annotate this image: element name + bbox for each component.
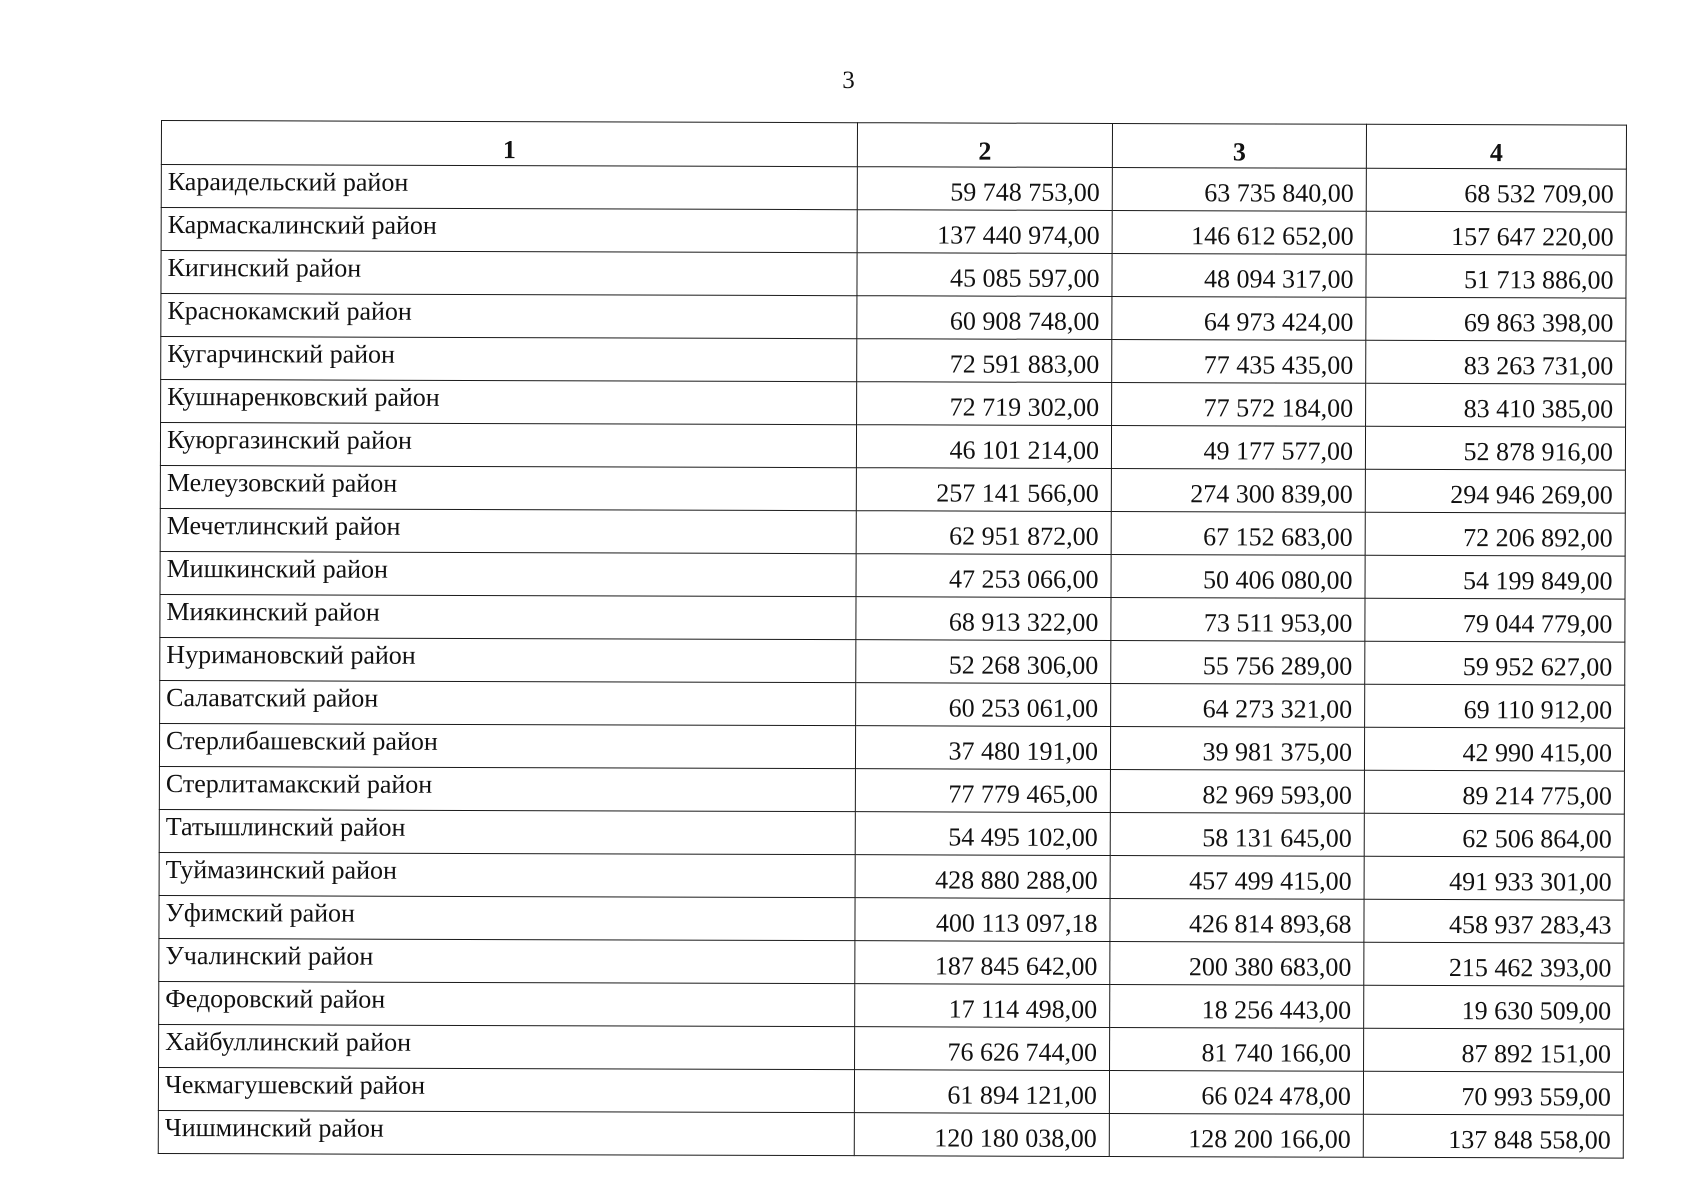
amount-cell: 68 913 322,00 <box>856 597 1111 641</box>
district-name-cell: Федоровский район <box>159 981 855 1026</box>
amount-cell: 37 480 191,00 <box>855 726 1110 770</box>
table-row <box>161 294 1626 342</box>
table-row <box>161 208 1626 256</box>
amount-cell: 54 495 102,00 <box>855 812 1110 856</box>
table-row <box>160 551 1625 599</box>
amount-cell: 257 141 566,00 <box>856 468 1111 512</box>
district-name-cell: Чишминский район <box>158 1110 854 1155</box>
amount-cell: 72 591 883,00 <box>857 339 1112 383</box>
amount-cell: 146 612 652,00 <box>1112 210 1366 254</box>
amount-cell: 120 180 038,00 <box>854 1113 1109 1157</box>
district-name-cell: Мечетлинский район <box>160 508 856 553</box>
amount-cell: 18 256 443,00 <box>1110 984 1364 1028</box>
amount-cell: 72 719 302,00 <box>857 382 1112 426</box>
amount-cell: 39 981 375,00 <box>1110 726 1364 770</box>
table-row <box>159 852 1624 900</box>
amount-cell: 491 933 301,00 <box>1364 856 1624 900</box>
amount-cell: 45 085 597,00 <box>857 253 1112 297</box>
district-name-cell: Кармаскалинский район <box>161 208 857 253</box>
table-row <box>159 809 1624 857</box>
header-row <box>161 121 1626 170</box>
table-row <box>161 165 1626 213</box>
amount-cell: 52 878 916,00 <box>1365 426 1625 470</box>
district-name-cell: Нуримановский район <box>160 637 856 682</box>
table-row <box>160 637 1625 685</box>
amount-cell: 47 253 066,00 <box>856 554 1111 598</box>
amount-cell: 72 206 892,00 <box>1365 512 1625 556</box>
column-header: 1 <box>161 121 857 167</box>
table-row <box>158 1110 1623 1158</box>
district-name-cell: Уфимский район <box>159 895 855 940</box>
amount-cell: 62 506 864,00 <box>1364 813 1624 857</box>
amount-cell: 83 410 385,00 <box>1366 383 1626 427</box>
amount-cell: 89 214 775,00 <box>1364 770 1624 814</box>
amount-cell: 200 380 683,00 <box>1110 941 1364 985</box>
amount-cell: 128 200 166,00 <box>1109 1113 1363 1157</box>
amount-cell: 46 101 214,00 <box>856 425 1111 469</box>
amount-cell: 62 951 872,00 <box>856 511 1111 555</box>
district-name-cell: Туймазинский район <box>159 852 855 897</box>
amount-cell: 77 779 465,00 <box>855 769 1110 813</box>
amount-cell: 17 114 498,00 <box>855 984 1110 1028</box>
amount-cell: 63 735 840,00 <box>1112 167 1366 211</box>
amount-cell: 215 462 393,00 <box>1364 942 1624 986</box>
amount-cell: 69 863 398,00 <box>1366 297 1626 341</box>
table-row <box>159 1024 1624 1072</box>
amount-cell: 55 756 289,00 <box>1111 640 1365 684</box>
amount-cell: 82 969 593,00 <box>1110 769 1364 813</box>
amount-cell: 458 937 283,43 <box>1364 899 1624 943</box>
amount-cell: 137 848 558,00 <box>1363 1114 1623 1158</box>
amount-cell: 64 273 321,00 <box>1111 683 1365 727</box>
district-name-cell: Хайбуллинский район <box>159 1024 855 1069</box>
amount-cell: 400 113 097,18 <box>855 898 1110 942</box>
amount-cell: 426 814 893,68 <box>1110 898 1364 942</box>
amount-cell: 52 268 306,00 <box>856 640 1111 684</box>
table-row <box>161 380 1626 428</box>
amount-cell: 73 511 953,00 <box>1111 597 1365 641</box>
amount-cell: 60 253 061,00 <box>856 683 1111 727</box>
district-name-cell: Мелеузовский район <box>160 465 856 510</box>
page-number: 3 <box>842 67 855 94</box>
amount-cell: 69 110 912,00 <box>1365 684 1625 728</box>
amount-cell: 42 990 415,00 <box>1364 727 1624 771</box>
amount-cell: 61 894 121,00 <box>854 1070 1109 1114</box>
district-name-cell: Татышлинский район <box>159 809 855 854</box>
amount-cell: 79 044 779,00 <box>1365 598 1625 642</box>
table-row <box>160 508 1625 556</box>
amount-cell: 60 908 748,00 <box>857 296 1112 340</box>
amount-cell: 428 880 288,00 <box>855 855 1110 899</box>
amount-cell: 457 499 415,00 <box>1110 855 1364 899</box>
table-row <box>160 465 1625 513</box>
amount-cell: 19 630 509,00 <box>1364 985 1624 1029</box>
amount-cell: 157 647 220,00 <box>1366 211 1626 255</box>
amount-cell: 51 713 886,00 <box>1366 254 1626 298</box>
amount-cell: 187 845 642,00 <box>855 941 1110 985</box>
table-row <box>160 594 1625 642</box>
column-header: 4 <box>1366 124 1626 169</box>
table-row <box>159 766 1624 814</box>
amount-cell: 87 892 151,00 <box>1364 1028 1624 1072</box>
district-name-cell: Миякинский район <box>160 594 856 639</box>
district-name-cell: Стерлитамакский район <box>159 766 855 811</box>
district-name-cell: Учалинский район <box>159 938 855 983</box>
table-row <box>159 981 1624 1029</box>
amount-cell: 81 740 166,00 <box>1110 1027 1364 1071</box>
amount-cell: 49 177 577,00 <box>1111 425 1365 469</box>
district-name-cell: Кигинский район <box>161 251 857 296</box>
amount-cell: 68 532 709,00 <box>1366 168 1626 212</box>
amount-cell: 77 572 184,00 <box>1112 382 1366 426</box>
table-row <box>161 251 1626 299</box>
district-name-cell: Краснокамский район <box>161 294 857 339</box>
table-row <box>159 938 1624 986</box>
table-row <box>161 337 1626 385</box>
table-row <box>160 680 1625 728</box>
amount-cell: 274 300 839,00 <box>1111 468 1365 512</box>
amount-cell: 66 024 478,00 <box>1109 1070 1363 1114</box>
table-row <box>160 423 1625 471</box>
amount-cell: 59 748 753,00 <box>857 167 1112 211</box>
district-name-cell: Чекмагушевский район <box>158 1067 854 1112</box>
amount-cell: 137 440 974,00 <box>857 210 1112 254</box>
table-row <box>159 895 1624 943</box>
table-row <box>159 723 1624 771</box>
district-name-cell: Салаватский район <box>160 680 856 725</box>
amount-cell: 54 199 849,00 <box>1365 555 1625 599</box>
amount-cell: 294 946 269,00 <box>1365 469 1625 513</box>
amount-cell: 50 406 080,00 <box>1111 554 1365 598</box>
district-name-cell: Кугарчинский район <box>161 337 857 382</box>
amount-cell: 77 435 435,00 <box>1112 339 1366 383</box>
district-name-cell: Караидельский район <box>161 165 857 210</box>
table-row <box>158 1067 1623 1115</box>
district-name-cell: Стерлибашевский район <box>159 723 855 768</box>
amount-cell: 76 626 744,00 <box>855 1027 1110 1071</box>
column-header: 2 <box>857 123 1112 168</box>
amount-cell: 70 993 559,00 <box>1363 1071 1623 1115</box>
data-table <box>158 120 1627 1159</box>
amount-cell: 83 263 731,00 <box>1366 340 1626 384</box>
district-name-cell: Куюргазинский район <box>160 423 856 468</box>
amount-cell: 58 131 645,00 <box>1110 812 1364 856</box>
district-name-cell: Кушнаренковский район <box>161 380 857 425</box>
column-header: 3 <box>1112 123 1366 168</box>
amount-cell: 59 952 627,00 <box>1365 641 1625 685</box>
amount-cell: 48 094 317,00 <box>1112 253 1366 297</box>
amount-cell: 64 973 424,00 <box>1112 296 1366 340</box>
amount-cell: 67 152 683,00 <box>1111 511 1365 555</box>
district-name-cell: Мишкинский район <box>160 551 856 596</box>
